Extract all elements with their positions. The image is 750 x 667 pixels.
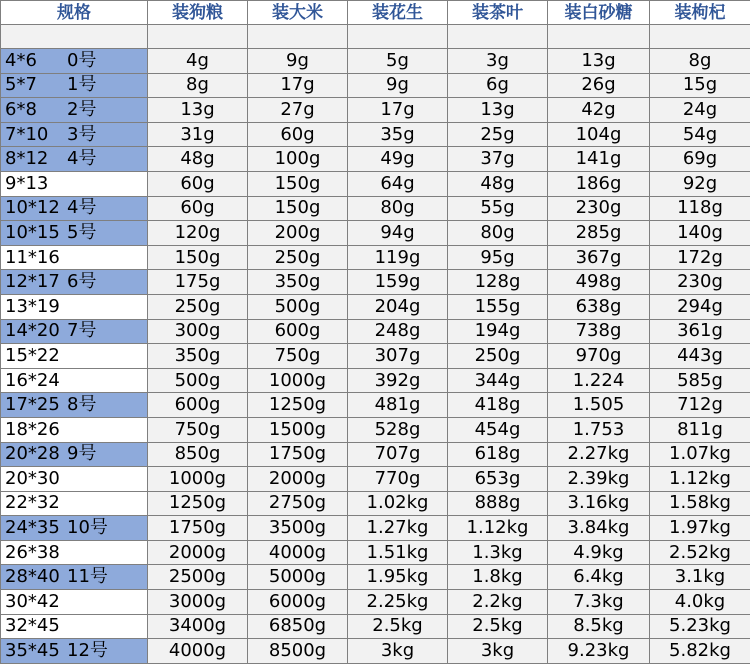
spec-cell [1,73,148,98]
capacity-cell: 2.5kg [348,614,448,639]
capacity-cell: 3.84kg [548,516,650,541]
capacity-cell: 159g [348,270,448,295]
bag-size: 24*35 [5,517,60,539]
capacity-cell: 25g [448,122,548,147]
capacity-cell: 1500g [248,417,348,442]
size-number: 11号 [67,566,108,588]
capacity-cell: 42g [548,98,650,123]
capacity-cell: 3400g [148,614,248,639]
bag-size: 30*42 [5,590,60,612]
capacity-cell: 27g [248,98,348,123]
bag-size: 8*12 [5,148,49,170]
blank-cell [650,25,750,49]
capacity-cell: 2.2kg [448,590,548,615]
bag-size: 35*45 [5,640,60,662]
capacity-cell: 4.9kg [548,540,650,565]
capacity-cell: 3kg [448,639,548,664]
spec-cell [1,368,148,393]
capacity-cell: 367g [548,245,650,270]
capacity-cell: 140g [650,221,750,246]
capacity-cell: 498g [548,270,650,295]
capacity-cell: 600g [148,393,248,418]
capacity-cell: 1.753 [548,417,650,442]
capacity-cell: 350g [148,344,248,369]
capacity-cell: 2750g [248,491,348,516]
capacity-cell: 92g [650,171,750,196]
size-number: 1号 [67,74,97,96]
blank-cell [148,25,248,49]
capacity-cell: 8.5kg [548,614,650,639]
capacity-cell: 55g [448,196,548,221]
capacity-cell: 35g [348,122,448,147]
capacity-cell: 60g [148,171,248,196]
capacity-cell: 150g [148,245,248,270]
capacity-cell: 54g [650,122,750,147]
table-row [1,319,750,344]
table-row [1,196,750,221]
blank-cell [548,25,650,49]
spec-cell [1,417,148,442]
spec-cell [1,540,148,565]
capacity-cell: 2.5kg [448,614,548,639]
capacity-cell: 3.1kg [650,565,750,590]
spec-cell [1,590,148,615]
capacity-cell: 1.58kg [650,491,750,516]
bag-size: 18*26 [5,418,60,440]
capacity-cell: 361g [650,319,750,344]
capacity-cell: 2500g [148,565,248,590]
capacity-cell: 1000g [248,368,348,393]
capacity-cell: 5.82kg [650,639,750,664]
table-row [1,147,750,172]
table-row [1,442,750,467]
capacity-cell: 6850g [248,614,348,639]
capacity-cell: 1.27kg [348,516,448,541]
bag-size: 10*15 [5,221,60,243]
header-white-sugar: 装白砂糖 [548,1,650,25]
capacity-cell: 69g [650,147,750,172]
capacity-cell: 294g [650,294,750,319]
spec-cell [1,294,148,319]
capacity-cell: 600g [248,319,348,344]
capacity-cell: 49g [348,147,448,172]
size-number: 4号 [67,148,97,170]
capacity-cell: 1.07kg [650,442,750,467]
table-row [1,344,750,369]
table-body [1,25,750,664]
capacity-cell: 6.4kg [548,565,650,590]
capacity-cell: 707g [348,442,448,467]
capacity-cell: 528g [348,417,448,442]
capacity-cell: 250g [448,344,548,369]
capacity-cell: 1.12kg [650,467,750,492]
table-row [1,368,750,393]
capacity-cell: 888g [448,491,548,516]
capacity-cell: 24g [650,98,750,123]
capacity-cell: 250g [248,245,348,270]
spec-cell [1,245,148,270]
capacity-cell: 2.25kg [348,590,448,615]
table-row [1,516,750,541]
size-number: 3号 [67,123,97,145]
bag-size: 28*40 [5,566,60,588]
table-row [1,245,750,270]
capacity-cell: 155g [448,294,548,319]
capacity-cell: 5.23kg [650,614,750,639]
capacity-cell: 2.52kg [650,540,750,565]
capacity-cell: 1.505 [548,393,650,418]
capacity-cell: 200g [248,221,348,246]
capacity-cell: 638g [548,294,650,319]
capacity-cell: 1250g [248,393,348,418]
table-row [1,270,750,295]
capacity-cell: 1.224 [548,368,650,393]
capacity-cell: 4.0kg [650,590,750,615]
bag-size: 16*24 [5,369,60,391]
table-row [1,614,750,639]
capacity-cell: 95g [448,245,548,270]
capacity-cell: 6000g [248,590,348,615]
table-row [1,393,750,418]
size-number: 5号 [67,221,97,243]
capacity-cell: 80g [448,221,548,246]
capacity-cell: 172g [650,245,750,270]
capacity-cell: 443g [650,344,750,369]
spec-cell [1,171,148,196]
table-row [1,49,750,74]
capacity-cell: 750g [148,417,248,442]
capacity-cell: 4000g [148,639,248,664]
capacity-cell: 204g [348,294,448,319]
size-number: 7号 [67,320,97,342]
capacity-cell: 3g [448,49,548,74]
size-number: 4号 [67,197,97,219]
capacity-cell: 770g [348,467,448,492]
capacity-cell: 26g [548,73,650,98]
capacity-cell: 418g [448,393,548,418]
capacity-cell: 186g [548,171,650,196]
capacity-cell: 8500g [248,639,348,664]
capacity-cell: 37g [448,147,548,172]
capacity-cell: 1750g [148,516,248,541]
capacity-cell: 194g [448,319,548,344]
capacity-cell: 118g [650,196,750,221]
capacity-cell: 9g [348,73,448,98]
capacity-cell: 175g [148,270,248,295]
capacity-cell: 94g [348,221,448,246]
table-row [1,73,750,98]
capacity-cell: 653g [448,467,548,492]
bag-size: 5*7 [5,74,37,96]
spec-cell [1,344,148,369]
capacity-cell: 618g [448,442,548,467]
bag-size: 26*38 [5,541,60,563]
header-tea: 装茶叶 [448,1,548,25]
capacity-cell: 48g [448,171,548,196]
capacity-cell: 128g [448,270,548,295]
bag-size: 20*30 [5,467,60,489]
capacity-cell: 350g [248,270,348,295]
capacity-cell: 5g [348,49,448,74]
spec-cell [1,467,148,492]
bag-size: 32*45 [5,615,60,637]
spec-cell [1,393,148,418]
bag-size: 20*28 [5,443,60,465]
bag-size: 7*10 [5,123,49,145]
capacity-cell: 1.8kg [448,565,548,590]
size-number: 10号 [67,517,108,539]
capacity-cell: 392g [348,368,448,393]
bag-size: 12*17 [5,271,60,293]
capacity-cell: 17g [248,73,348,98]
capacity-cell: 17g [348,98,448,123]
capacity-cell: 8g [650,49,750,74]
capacity-cell: 750g [248,344,348,369]
capacity-cell: 2000g [248,467,348,492]
capacity-cell: 285g [548,221,650,246]
capacity-cell: 60g [148,196,248,221]
capacity-cell: 1.97kg [650,516,750,541]
spec-cell [1,516,148,541]
capacity-cell: 230g [650,270,750,295]
table-row [1,122,750,147]
capacity-cell: 5000g [248,565,348,590]
capacity-cell: 1750g [248,442,348,467]
capacity-cell: 1000g [148,467,248,492]
capacity-cell: 4000g [248,540,348,565]
capacity-cell: 13g [548,49,650,74]
spec-cell [1,122,148,147]
header-row [1,1,750,25]
capacity-cell: 1.02kg [348,491,448,516]
capacity-cell: 141g [548,147,650,172]
spec-cell [1,221,148,246]
bag-size: 4*6 [5,49,37,71]
blank-cell [348,25,448,49]
capacity-cell: 3kg [348,639,448,664]
spec-cell [1,98,148,123]
capacity-cell: 8g [148,73,248,98]
capacity-cell: 4g [148,49,248,74]
spec-cell [1,147,148,172]
capacity-cell: 13g [148,98,248,123]
capacity-cell: 1.12kg [448,516,548,541]
header-peanut: 装花生 [348,1,448,25]
capacity-cell: 481g [348,393,448,418]
bag-size: 22*32 [5,492,60,514]
table-row [1,171,750,196]
bag-size: 9*13 [5,172,49,194]
table-row [1,467,750,492]
capacity-cell: 120g [148,221,248,246]
capacity-cell: 811g [650,417,750,442]
bag-size: 6*8 [5,98,37,120]
size-number: 0号 [67,49,97,71]
capacity-cell: 48g [148,147,248,172]
size-number: 2号 [67,98,97,120]
table-row [1,491,750,516]
spec-cell [1,49,148,74]
capacity-cell: 585g [650,368,750,393]
capacity-cell: 500g [248,294,348,319]
blank-cell [448,25,548,49]
blank-cell [1,25,148,49]
capacity-cell: 100g [248,147,348,172]
capacity-cell: 9.23kg [548,639,650,664]
spec-cell [1,196,148,221]
table-row [1,294,750,319]
capacity-cell: 3000g [148,590,248,615]
capacity-cell: 6g [448,73,548,98]
capacity-cell: 7.3kg [548,590,650,615]
table-row [1,98,750,123]
header-goji: 装枸杞 [650,1,750,25]
size-number: 6号 [67,271,97,293]
blank-row [1,25,750,49]
capacity-cell: 2.27kg [548,442,650,467]
spec-cell [1,319,148,344]
capacity-cell: 300g [148,319,248,344]
capacity-cell: 248g [348,319,448,344]
capacity-cell: 64g [348,171,448,196]
capacity-cell: 1.95kg [348,565,448,590]
bag-size: 14*20 [5,320,60,342]
capacity-cell: 454g [448,417,548,442]
capacity-cell: 1.3kg [448,540,548,565]
capacity-cell: 230g [548,196,650,221]
size-number: 12号 [67,640,108,662]
bag-size: 11*16 [5,246,60,268]
size-number: 9号 [67,443,97,465]
capacity-cell: 31g [148,122,248,147]
capacity-cell: 307g [348,344,448,369]
header-dog-food: 装狗粮 [148,1,248,25]
size-number: 8号 [67,394,97,416]
spec-cell [1,565,148,590]
capacity-cell: 9g [248,49,348,74]
spec-cell [1,491,148,516]
capacity-cell: 712g [650,393,750,418]
table-row [1,221,750,246]
bag-size: 13*19 [5,295,60,317]
capacity-cell: 344g [448,368,548,393]
capacity-cell: 150g [248,196,348,221]
spec-cell [1,639,148,664]
capacity-cell: 1.51kg [348,540,448,565]
table-row [1,639,750,664]
capacity-cell: 250g [148,294,248,319]
capacity-cell: 1250g [148,491,248,516]
bag-size: 15*22 [5,344,60,366]
capacity-cell: 738g [548,319,650,344]
capacity-cell: 3.16kg [548,491,650,516]
capacity-cell: 104g [548,122,650,147]
bag-size: 17*25 [5,394,60,416]
table-row [1,540,750,565]
capacity-cell: 119g [348,245,448,270]
capacity-cell: 15g [650,73,750,98]
table-row [1,417,750,442]
spec-cell [1,442,148,467]
spec-cell [1,614,148,639]
bag-size: 10*12 [5,197,60,219]
header-rice: 装大米 [248,1,348,25]
capacity-cell: 150g [248,171,348,196]
capacity-cell: 2.39kg [548,467,650,492]
spec-cell [1,270,148,295]
capacity-cell: 2000g [148,540,248,565]
header-spec: 规格 [1,1,148,25]
capacity-cell: 500g [148,368,248,393]
table-row [1,565,750,590]
table-row [1,590,750,615]
capacity-cell: 970g [548,344,650,369]
capacity-cell: 3500g [248,516,348,541]
blank-cell [248,25,348,49]
capacity-cell: 60g [248,122,348,147]
capacity-cell: 80g [348,196,448,221]
capacity-cell: 13g [448,98,548,123]
capacity-cell: 850g [148,442,248,467]
